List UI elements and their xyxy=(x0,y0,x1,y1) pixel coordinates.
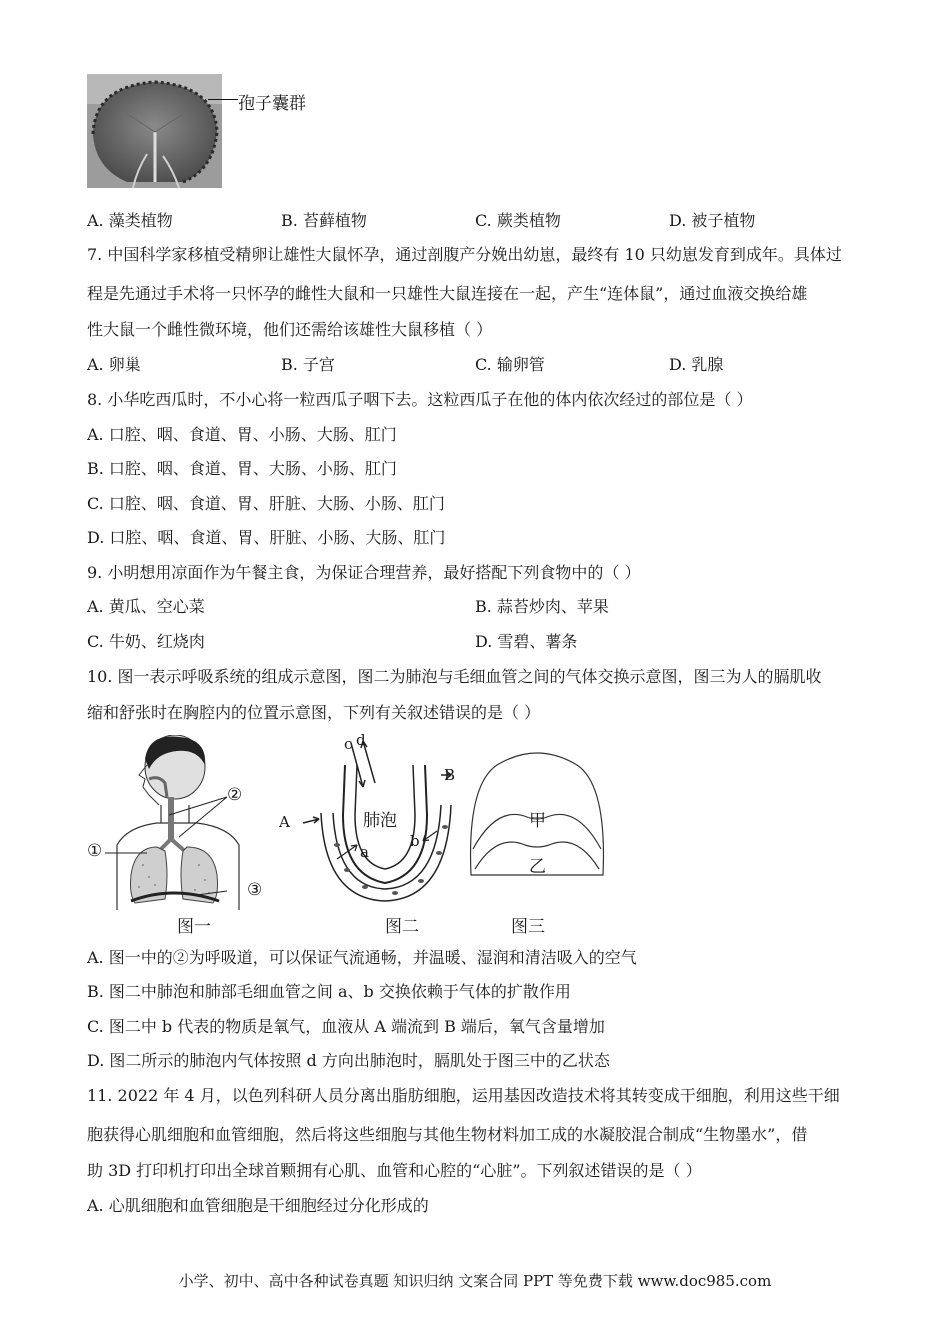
q6-option-a: A. 藻类植物 xyxy=(87,211,173,230)
q10-option-d: D. 图二所示的肺泡内气体按照 d 方向出肺泡时，膈肌处于图三中的乙状态 xyxy=(87,1051,610,1070)
q11-stem-line-2: 胞获得心肌细胞和血管细胞，然后将这些细胞与其他生物材料加工成的水凝胶混合制成“生物墨水”，借 xyxy=(87,1125,808,1144)
q9-option-b: B. 蒜苔炒肉、苹果 xyxy=(475,597,609,616)
q6-option-b: B. 苔藓植物 xyxy=(281,211,367,230)
q8-option-c: C. 口腔、咽、食道、胃、肝脏、大肠、小肠、肛门 xyxy=(87,494,445,513)
fig2-label-d: d xyxy=(356,731,366,749)
q7-option-c: C. 输卵管 xyxy=(475,355,545,374)
fig2-label-b-lower: b xyxy=(410,832,420,850)
q8-option-a: A. 口腔、咽、食道、胃、小肠、大肠、肛门 xyxy=(87,425,397,444)
fig2-caption: 图二 xyxy=(385,917,419,937)
q9-stem: 9. 小明想用凉面作为午餐主食，为保证合理营养，最好搭配下列食物中的（ ） xyxy=(87,563,641,582)
fig2-label-c: c xyxy=(344,735,353,753)
fig2-label-b-upper: B xyxy=(444,766,456,784)
q7-stem-line-1: 7. 中国科学家移植受精卵让雄性大鼠怀孕，通过剖腹产分娩出幼崽，最终有 10 只幼崽发育到成年。具体过 xyxy=(87,245,842,264)
q6-option-d: D. 被子植物 xyxy=(669,211,756,230)
q10-option-c: C. 图二中 b 代表的物质是氧气，血液从 A 端流到 B 端后，氧气含量增加 xyxy=(87,1017,605,1036)
fig1-label-3: ③ xyxy=(247,880,263,900)
q11-stem-line-3: 助 3D 打印机打印出全球首颗拥有心肌、血管和心腔的“心脏”。下列叙述错误的是（ ） xyxy=(87,1161,702,1180)
q6-option-c: C. 蕨类植物 xyxy=(475,211,561,230)
q8-stem: 8. 小华吃西瓜时，不小心将一粒西瓜子咽下去。这粒西瓜子在他的体内依次经过的部位是（ ） xyxy=(87,390,753,409)
fig3-label-yi: 乙 xyxy=(529,857,546,877)
fig1-label-1: ① xyxy=(87,841,103,861)
q8-option-d: D. 口腔、咽、食道、胃、肝脏、小肠、大肠、肛门 xyxy=(87,528,446,547)
q7-option-a: A. 卵巢 xyxy=(87,355,141,374)
q10-option-b: B. 图二中肺泡和肺部毛细血管之间 a、b 交换依赖于气体的扩散作用 xyxy=(87,982,571,1001)
fig2-alveolus-label: 肺泡 xyxy=(363,811,397,831)
q9-option-c: C. 牛奶、红烧肉 xyxy=(87,632,205,651)
q11-option-a: A. 心肌细胞和血管细胞是干细胞经过分化形成的 xyxy=(87,1196,429,1215)
fern-leaf-photo xyxy=(87,74,222,188)
q8-option-b: B. 口腔、咽、食道、胃、大肠、小肠、肛门 xyxy=(87,459,397,478)
fig1-label-2: ② xyxy=(227,785,243,805)
q7-stem-line-3: 性大鼠一个雌性微环境，他们还需给该雄性大鼠移植（ ） xyxy=(87,320,493,339)
sori-label: 孢子囊群 xyxy=(238,94,306,114)
fig2-label-a-upper: A xyxy=(279,813,290,831)
q9-option-d: D. 雪碧、薯条 xyxy=(475,632,578,651)
q7-option-d: D. 乳腺 xyxy=(669,355,724,374)
q11-stem-line-1: 11. 2022 年 4 月，以色列科研人员分离出脂肪细胞，运用基因改造技术将其转变成干细胞，利用这些干细 xyxy=(87,1086,840,1105)
q7-stem-line-2: 程是先通过手术将一只怀孕的雌性大鼠和一只雄性大鼠连接在一起，产生“连体鼠”，通过血液交换给雄 xyxy=(87,284,808,303)
q10-option-a: A. 图一中的②为呼吸道，可以保证气流通畅，并温暖、湿润和清洁吸入的空气 xyxy=(87,948,637,967)
q7-option-b: B. 子宫 xyxy=(281,355,335,374)
fig1-caption: 图一 xyxy=(177,917,211,937)
fig2-label-a-lower: a xyxy=(360,843,369,861)
fig3-caption: 图三 xyxy=(511,917,545,937)
sori-pointer-line xyxy=(208,99,238,100)
q10-stem-line-1: 10. 图一表示呼吸系统的组成示意图，图二为肺泡与毛细血管之间的气体交换示意图，图三为人的膈肌收 xyxy=(87,667,822,686)
page-footer: 小学、初中、高中各种试卷真题 知识归纳 文案合同 PPT 等免费下载 www.doc985.com xyxy=(178,1272,772,1290)
q10-stem-line-2: 缩和舒张时在胸腔内的位置示意图，下列有关叙述错误的是（ ） xyxy=(87,703,541,722)
q9-option-a: A. 黄瓜、空心菜 xyxy=(87,597,205,616)
fig3-label-jia: 甲 xyxy=(529,811,546,831)
